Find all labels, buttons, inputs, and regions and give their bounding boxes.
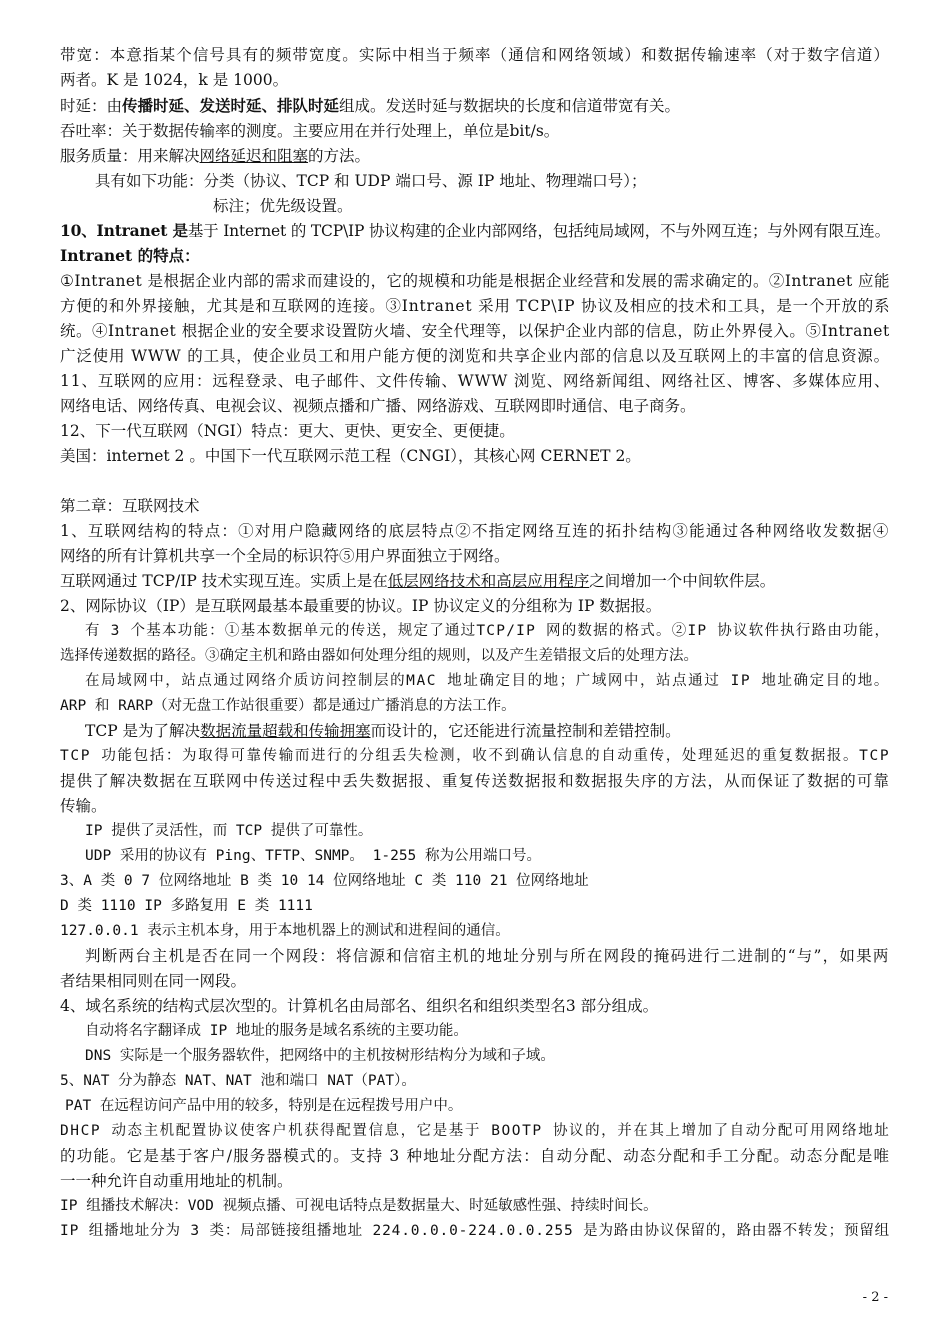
- text-line: [60, 1171, 293, 1191]
- text-line: [85, 846, 541, 866]
- text-segment: 具有如下功能：分类（协议、TCP 和 UDP 端口号、源 IP 地址、物理端口号）；: [95, 172, 647, 190]
- text-line: [60, 496, 200, 516]
- text-segment: TCP 是为了解决: [85, 722, 201, 740]
- text-segment: 而设计的，它还能进行流量控制和差错控制。: [370, 722, 681, 740]
- text-segment: 互联网通过 TCP/IP 技术实现互连。实质上是在: [60, 572, 388, 590]
- text-line: [60, 346, 890, 366]
- text-line: [85, 721, 681, 741]
- text-line: [60, 1146, 890, 1166]
- text-segment: IP 提供了灵活性，而 TCP 提供了可靠性。: [85, 823, 373, 839]
- text-segment: 提供了解决数据在互联网中传送过程中丢失数据报、重复传送数据报和数据报失序的方法，从而保证了数据的可靠: [60, 772, 891, 790]
- text-line: [60, 546, 510, 566]
- text-segment: 网络延迟和阻塞: [199, 147, 309, 165]
- text-segment: 基于 Internet 的 TCP\IP 协议构建的企业内部网络，包括纯局域网，不与外网互连；与外网有限互连。: [187, 222, 890, 240]
- text-segment: 2、网际协议（IP）是互联网最基本最重要的协议。IP 协议定义的分组称为 IP 数据报。: [60, 597, 662, 615]
- text-segment: 吞吐率：关于数据传输率的测度。主要应用在并行处理上，单位是bit/s。: [60, 122, 560, 140]
- text-segment: 数据流量超载和传输拥塞: [200, 722, 371, 740]
- text-segment: 美国：internet 2 。中国下一代互联网示范工程（CNGI），其核心网 CERNET 2。: [60, 447, 641, 465]
- text-line: [60, 221, 890, 241]
- text-segment: 1、互联网结构的特点：①对用户隐藏网络的底层特点②不指定网络互连的拓扑结构③能通过各种网络收发数据④: [60, 522, 890, 540]
- text-line: [60, 96, 680, 116]
- text-line: [60, 1196, 658, 1216]
- text-segment: 4、域名系统的结构式层次型的。计算机名由局部名、组织名和组织类型名3 部分组成。: [60, 997, 659, 1015]
- text-line: [85, 671, 890, 691]
- page-number: - 2 -: [862, 1290, 888, 1305]
- text-segment: 的方法。: [308, 147, 371, 165]
- text-segment: 11、互联网的应用：远程登录、电子邮件、文件传输、WWW 浏览、网络新闻组、网络社区、博客、多媒体应用、: [60, 372, 891, 390]
- text-line: [60, 796, 107, 816]
- text-line: [60, 646, 698, 666]
- text-segment: 12、下一代互联网（NGI）特点：更大、更快、更安全、更便捷。: [60, 422, 515, 440]
- text-line: [95, 171, 647, 191]
- text-line: [60, 271, 890, 291]
- text-segment: DNS 实际是一个服务器软件，把网络中的主机按树形结构分为域和子域。: [85, 1048, 555, 1064]
- text-segment: 判断两台主机是否在同一个网段：将信源和信宿主机的地址分别与所在网段的掩码进行二进制的“与”，如果两: [85, 947, 890, 965]
- text-line: [60, 746, 890, 766]
- text-segment: 在局域网中，站点通过网络介质访问控制层的MAC 地址确定目的地；广域网中，站点通过 IP 地址确定目的地。: [85, 673, 890, 689]
- text-line: [60, 1121, 890, 1141]
- text-segment: 统。④Intranet 根据企业的安全要求设置防火墙、安全代理等，以保护企业内部的信息，防止外界侵入。⑤Intranet: [60, 322, 890, 340]
- text-line: [60, 1071, 416, 1091]
- text-line: [60, 371, 890, 391]
- text-line: [60, 246, 200, 266]
- text-segment: 低层网络技术和高层应用程序: [387, 572, 590, 590]
- text-segment: Intranet 的特点：: [60, 246, 200, 265]
- text-segment: 者结果相同则在同一网段。: [60, 972, 247, 990]
- text-line: [60, 971, 246, 991]
- text-line: [85, 946, 890, 966]
- text-line: [60, 146, 370, 166]
- text-segment: 自动将名字翻译成 IP 地址的服务是域名系统的主要功能。: [85, 1023, 468, 1039]
- text-segment: 的功能。它是基于客户/服务器模式的。支持 3 种地址分配方法：自动分配、动态分配和手工分配。动态分配是唯: [60, 1147, 891, 1165]
- text-segment: TCP 功能包括：为取得可靠传输而进行的分组丢失检测，收不到确认信息的自动重传，处理延迟的重复数据报。TCP: [60, 748, 891, 764]
- text-segment: D 类 1110 IP 多路复用 E 类 1111: [60, 898, 313, 914]
- text-line: [60, 871, 589, 891]
- text-segment: 方便的和外界接触，尤其是和互联网的连接。③Intranet 采用 TCP\IP 协议及相应的技术和工具，是一个开放的系: [60, 297, 891, 315]
- text-line: [60, 70, 288, 90]
- text-line: [60, 696, 516, 716]
- text-segment: 第二章：互联网技术: [60, 497, 200, 515]
- text-segment: UDP 采用的协议有 Ping、TFTP、SNMP。 1-255 称为公用端口号。: [85, 848, 542, 864]
- text-line: [60, 396, 696, 416]
- text-segment: 网络电话、网络传真、电视会议、视频点播和广播、网络游戏、互联网即时通信、电子商务。: [60, 397, 696, 415]
- text-segment: PAT 在远程访问产品中用的较多，特别是在远程拨号用户中。: [65, 1098, 463, 1114]
- text-line: [213, 196, 353, 216]
- text-segment: 带宽：本意指某个信号具有的频带宽度。实际中相当于频率（通信和网络领域）和数据传输速率（对于数字信道）: [60, 46, 891, 64]
- text-segment: 两者。K 是 1024，k 是 1000。: [60, 71, 289, 89]
- text-segment: ARP 和 RARP（对无盘工作站很重要）都是通过广播消息的方法工作。: [60, 698, 516, 714]
- text-line: [60, 921, 510, 941]
- text-line: [60, 296, 890, 316]
- text-segment: 传输。: [60, 797, 107, 815]
- text-segment: IP 组播技术解决：VOD 视频点播、可视电话特点是数据量大、时延敏感性强、持续时间长。: [60, 1198, 658, 1214]
- text-segment: 127.0.0.1 表示主机本身，用于本地机器上的测试和进程间的通信。: [60, 923, 510, 939]
- text-line: [60, 896, 313, 916]
- text-segment: 网络的所有计算机共享一个全局的标识符⑤用户界面独立于网络。: [60, 547, 510, 565]
- text-segment: 标注；优先级设置。: [213, 197, 353, 215]
- text-line: [60, 421, 515, 441]
- text-line: [85, 1046, 555, 1066]
- text-line: [85, 621, 890, 641]
- text-segment: 之间增加一个中间软件层。: [589, 572, 776, 590]
- text-segment: 广泛使用 WWW 的工具，使企业员工和用户能方便的浏览和共享企业内部的信息以及互联网上的丰富的信息资源。: [60, 347, 890, 365]
- text-line: [60, 321, 890, 341]
- text-segment: ①Intranet 是根据企业内部的需求而建设的，它的规模和功能是根据企业经营和发展的需求确定的。②Intranet 应能: [60, 272, 890, 290]
- text-segment: 选择传递数据的路径。③确定主机和路由器如何处理分组的规则，以及产生差错报文后的处理方法。: [60, 648, 698, 664]
- text-line: [60, 571, 775, 591]
- text-line: [60, 1221, 890, 1241]
- text-segment: IP 组播地址分为 3 类：局部链接组播地址 224.0.0.0-224.0.0.255 是为路由协议保留的，路由器不转发；预留组: [60, 1223, 891, 1239]
- text-segment: 一一种允许自动重用地址的机制。: [60, 1172, 293, 1190]
- text-segment: 5、NAT 分为静态 NAT、NAT 池和端口 NAT（PAT）。: [60, 1073, 416, 1089]
- text-segment: 服务质量：用来解决: [60, 147, 200, 165]
- text-segment: 3、A 类 0 7 位网络地址 B 类 10 14 位网络地址 C 类 110 21 位网络地址: [60, 873, 589, 889]
- text-segment: 10、Intranet 是: [60, 221, 188, 240]
- text-segment: 组成。发送时延与数据块的长度和信道带宽有关。: [339, 97, 681, 115]
- text-segment: 有 3 个基本功能：①基本数据单元的传送，规定了通过TCP/IP 网的数据的格式。②IP 协议软件执行路由功能，: [85, 623, 891, 639]
- text-segment: 时延：由: [60, 97, 123, 115]
- text-line: [60, 45, 890, 65]
- text-line: [85, 821, 372, 841]
- text-line: [60, 446, 641, 466]
- text-line: [60, 521, 890, 541]
- text-line: [60, 771, 890, 791]
- text-segment: DHCP 动态主机配置协议使客户机获得配置信息，它是基于 BOOTP 协议的，并在其上增加了自动分配可用网络地址: [60, 1123, 891, 1139]
- text-segment: 传播时延、发送时延、排队时延: [122, 96, 340, 115]
- text-line: [85, 1021, 468, 1041]
- text-line: [60, 596, 661, 616]
- text-line: [60, 996, 658, 1016]
- text-line: [65, 1096, 462, 1116]
- text-line: [60, 121, 559, 141]
